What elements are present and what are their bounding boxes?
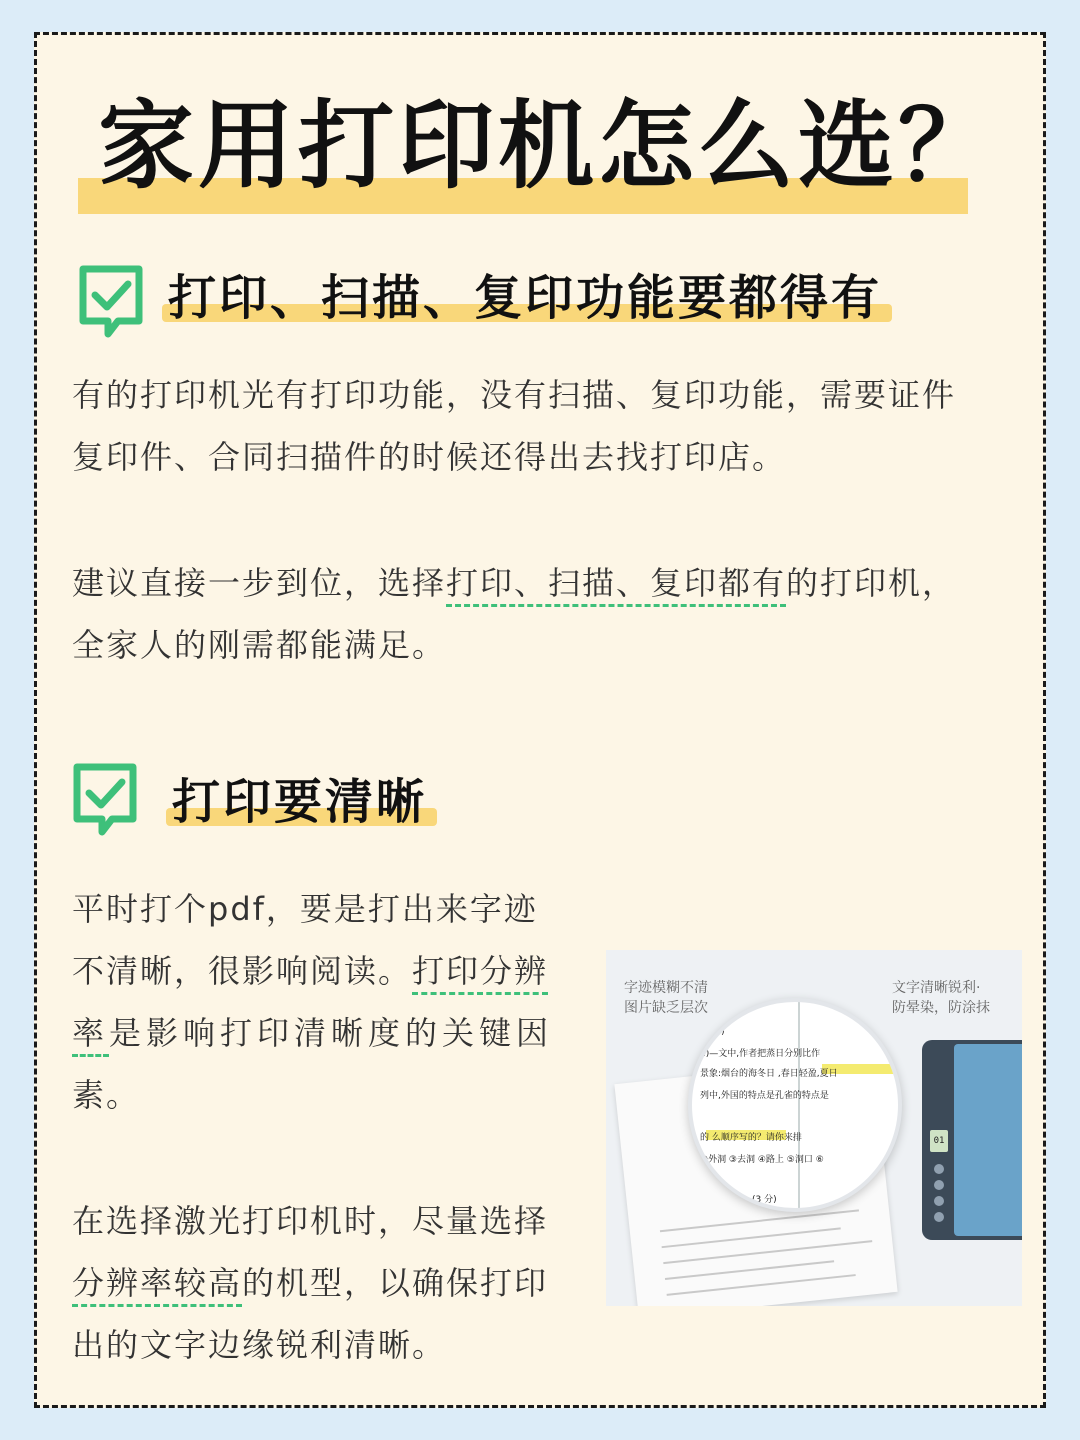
key-phrase: 打印、扫描、复印都有	[446, 564, 787, 602]
section1-paragraph-2	[72, 552, 1032, 676]
sample-text-line: (2 分)	[700, 1027, 725, 1037]
checkbox-icon	[78, 264, 144, 340]
key-phrase: 分辨率较高	[72, 1264, 243, 1302]
text-line: 全家人的刚需都能满足。	[72, 626, 447, 664]
text-line: 出的文字边缘锐利清晰。	[72, 1326, 447, 1364]
text-line: 平时打个pdf，要是打出来字迹	[72, 890, 538, 928]
sample-text-line: 景象:烟台的海冬日 ,春日轻盈,夏日	[700, 1069, 838, 1079]
clear-label: 文字清晰锐利· 防晕染，防涂抹	[892, 980, 990, 1016]
sample-text-line: 1)—文中,作者把蒸日分别比作	[700, 1049, 821, 1059]
magnifier-circle	[688, 998, 902, 1212]
printer-display: 01	[930, 1130, 948, 1152]
section1-title: 打印、扫描、复印功能要都得有	[168, 270, 883, 326]
sample-text-line: 的 么顺序写的？请你来排	[700, 1133, 802, 1143]
printer-comparison-image	[606, 950, 1022, 1306]
section2-paragraph-1	[72, 878, 592, 1126]
text-line: 在选择激光打印机时，尽量选择	[72, 1202, 549, 1240]
page-title: 家用打印机怎么选？	[98, 90, 998, 202]
checkbox-icon	[72, 762, 138, 838]
section1-header	[78, 264, 978, 344]
sample-text-line: 列中,外国的特点是孔雀的特点是	[700, 1091, 829, 1101]
sample-text-line: (3 分)	[752, 1195, 777, 1205]
key-phrase: 率	[72, 1014, 110, 1052]
section1-paragraph-1	[72, 364, 1032, 488]
printer-image	[922, 1040, 1022, 1240]
text-line: 建议直接一步到位，选择打印、扫描、复印都有的打印机，	[72, 564, 957, 602]
key-phrase: 打印分辨	[412, 952, 549, 990]
text-line: 分辨率较高的机型，以确保打印	[72, 1264, 549, 1302]
title-block	[78, 86, 998, 218]
section2-header	[72, 762, 572, 842]
section2-paragraph-2	[72, 1190, 592, 1376]
text-line: 率是影响打印清晰度的关键因	[72, 1014, 554, 1052]
text-line: 不清晰，很影响阅读。打印分辨	[72, 952, 549, 990]
sample-text-line: ②外洞 ③去洞 ④路上 ⑤洞口 ⑥	[700, 1155, 824, 1165]
section2-title: 打印要清晰	[172, 774, 428, 830]
text-line: 有的打印机光有打印功能，没有扫描、复印功能，需要证件	[72, 376, 957, 414]
text-line: 复印件、合同扫描件的时候还得出去找打印店。	[72, 438, 787, 476]
text-line: 素。	[72, 1076, 141, 1114]
blurry-label: 字迹模糊不清 图片缺乏层次	[624, 980, 708, 1016]
